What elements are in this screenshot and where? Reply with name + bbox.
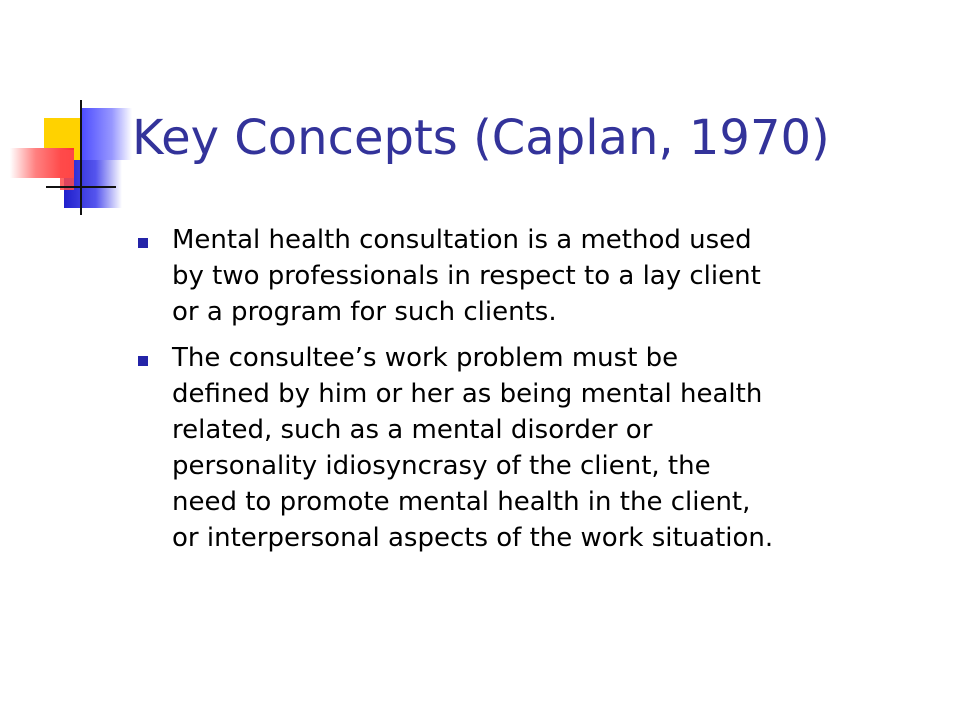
bullet-line: related, such as a mental disorder or [172, 415, 653, 445]
ornament-horizontal-line [46, 186, 116, 188]
bullet-line: personality idiosyncrasy of the client, the [172, 451, 711, 481]
bullet-square-icon [138, 238, 148, 248]
ornament-vertical-line [80, 100, 82, 215]
bullet-line: or a program for such clients. [172, 297, 557, 327]
bullet-list [134, 222, 934, 566]
bullet-line: Mental health consultation is a method used [172, 225, 752, 255]
bullet-line: by two professionals in respect to a lay client [172, 261, 761, 291]
ornament-red-accent [60, 150, 74, 190]
bullet-line: or interpersonal aspects of the work situation. [172, 523, 774, 553]
bullet-item [134, 340, 934, 556]
bullet-item [134, 222, 934, 330]
corner-ornament-icon [0, 0, 140, 230]
bullet-line: The consultee’s work problem must be [172, 343, 679, 373]
ornament-blue-top-square [82, 108, 132, 160]
bullet-line: defined by him or her as being mental health [172, 379, 763, 409]
bullet-square-icon [138, 356, 148, 366]
slide-title: Key Concepts (Caplan, 1970) [132, 110, 830, 166]
bullet-line: need to promote mental health in the client, [172, 487, 751, 517]
